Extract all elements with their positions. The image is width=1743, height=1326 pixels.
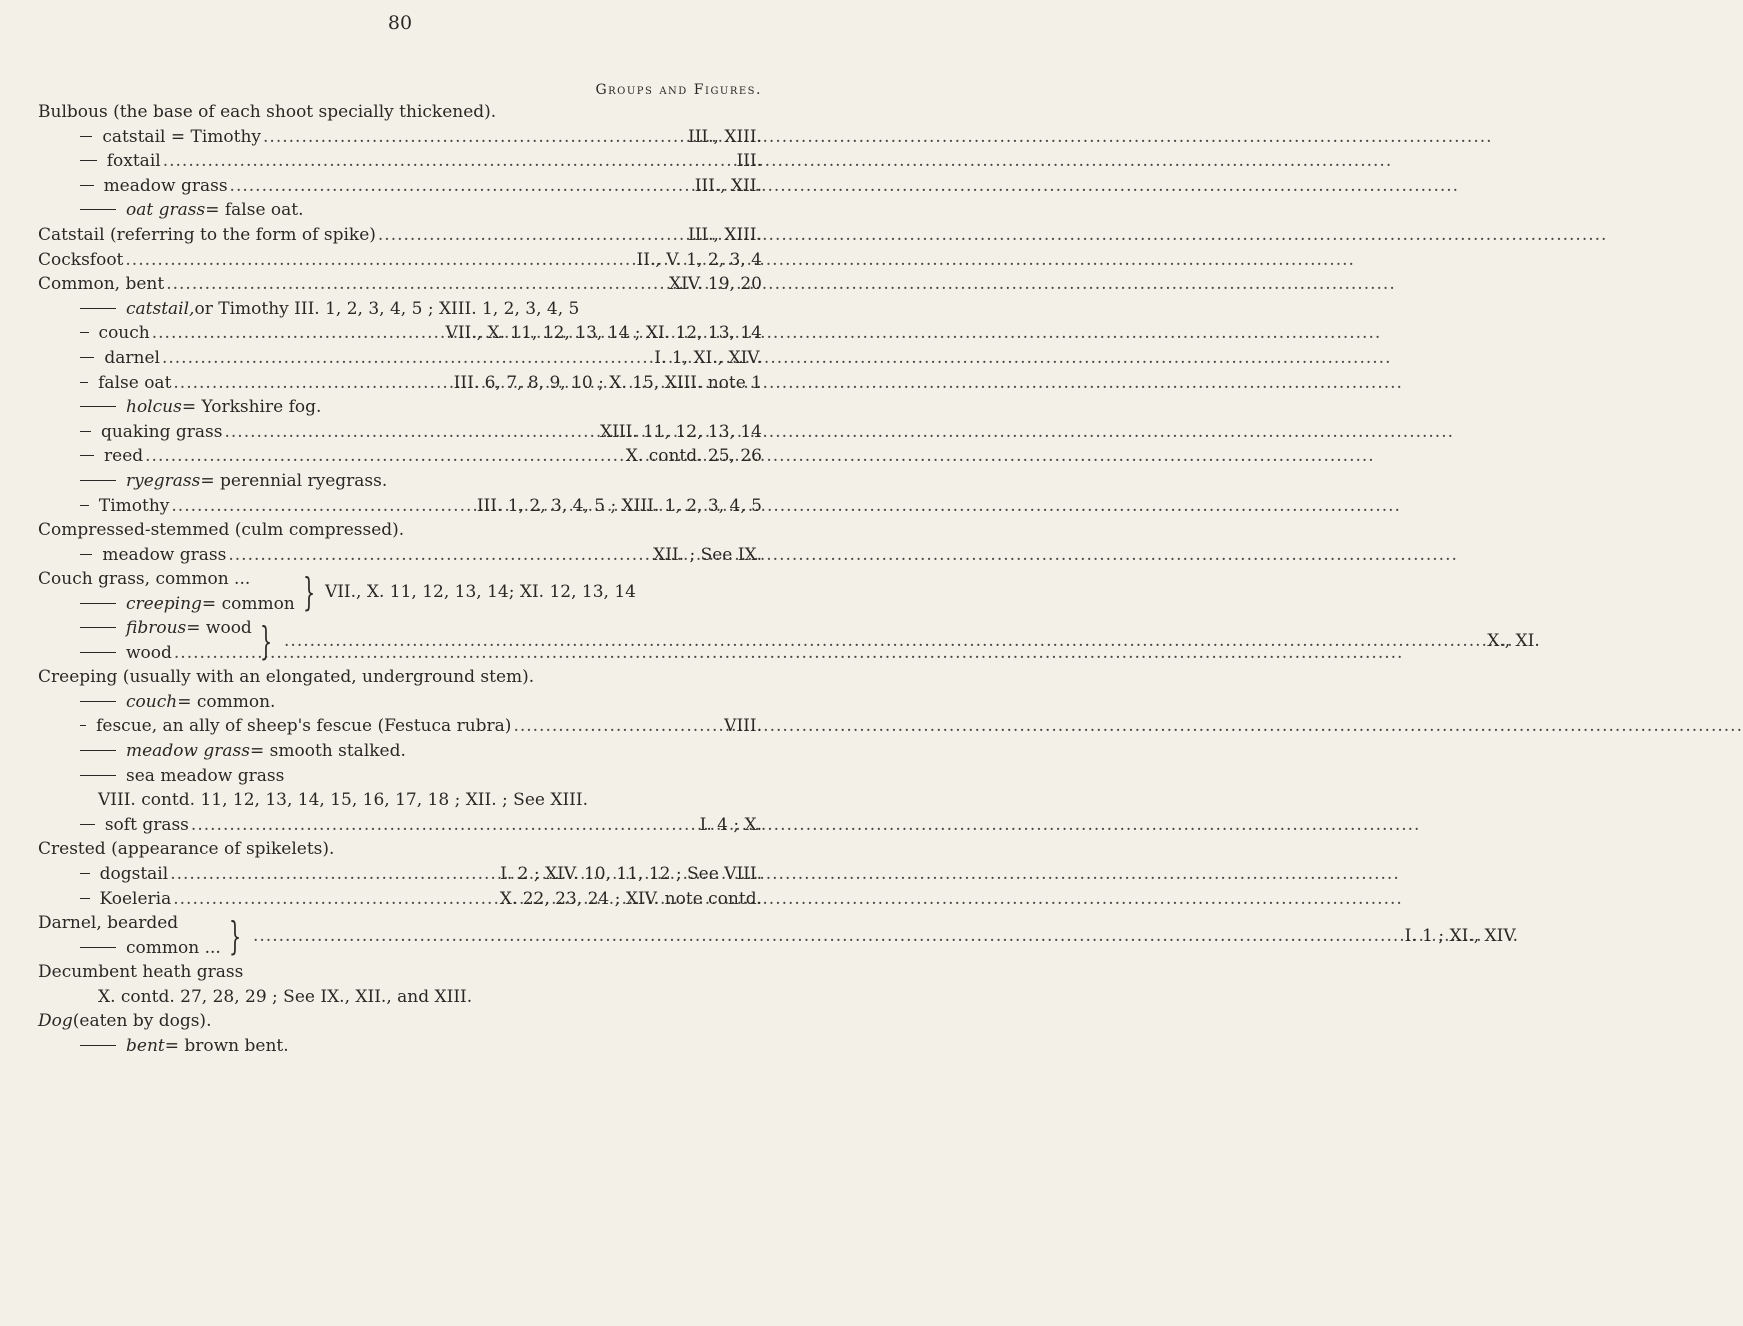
index-entry: holcus = Yorkshire fog. [38, 395, 762, 420]
dash-rule [80, 382, 88, 383]
dash-rule [80, 455, 94, 456]
leader-dots [171, 494, 474, 519]
leader-dots [152, 321, 444, 346]
bracketed-group-couch: Couch grass, common ... creeping = common } VII., X. 11, 12, 13, 14; XI. 12, 13, 14 [38, 567, 762, 616]
index-entry: fibrous = wood [38, 616, 252, 641]
index-entry: catstail, or Timothy III. 1, 2, 3, 4, 5 ; XIII. 1, 2, 3, 4, 5 [38, 297, 762, 322]
dash-rule [80, 627, 116, 628]
index-continuation: X. contd. 27, 28, 29 ; See IX., XII., and XIII. [98, 986, 473, 1007]
index-entry: Koeleria ..... X. 22, 23, 24 ; XIV. note contd. [38, 887, 762, 912]
brace-icon: } [259, 618, 272, 663]
dash-rule [80, 824, 95, 825]
dash-rule [80, 701, 116, 702]
dash-rule [80, 160, 97, 161]
index-entry: foxtail ..... III. [38, 149, 762, 174]
dash-rule [80, 750, 116, 751]
index-heading: Compressed-stemmed (culm compressed). [38, 520, 405, 541]
leader-dots [228, 543, 651, 568]
index-entry: wood ..... [38, 641, 252, 666]
index-heading-bulbous: Bulbous (the base of each shoot specially thickened). [38, 102, 497, 122]
index-entry: darnel ..... I. 1, XI., XIV. [38, 346, 762, 371]
index-heading: Catstail (referring to the form of spike) ..... III., XIII. [38, 223, 762, 248]
index-entries [38, 100, 1540, 1059]
dash-rule [80, 406, 116, 407]
dash-rule [80, 775, 116, 776]
index-entry: meadow grass = smooth stalked. [38, 739, 762, 764]
dash-rule [80, 332, 89, 333]
index-entry: false oat ..... III. 6, 7, 8, 9, 10 ; X. 15, XIII. note 1 [38, 371, 762, 396]
index-heading: Creeping (usually with an elongated, underground stem). [38, 667, 535, 688]
dash-rule [80, 480, 116, 481]
leader-dots [191, 813, 698, 838]
leader-dots [230, 174, 693, 199]
bracketed-group-wood: fibrous = wood wood ..... } ..... X., XI. [38, 616, 762, 665]
dash-rule [80, 652, 116, 653]
leader-dots [284, 631, 1485, 651]
index-entry: common ... [38, 936, 221, 961]
dash-rule [80, 554, 92, 555]
brace-icon: } [302, 569, 315, 614]
bracketed-group-darnel: Darnel, bearded common ... } ..... I. 1 ; XI., XIV. [38, 911, 762, 960]
dash-rule [80, 308, 116, 309]
index-entry: meadow grass ..... III., XII. [38, 174, 762, 199]
leader-dots [162, 346, 652, 371]
dash-rule [80, 357, 94, 358]
index-heading: Decumbent heath grass [38, 962, 244, 983]
dash-rule [80, 209, 116, 210]
index-entry: quaking grass ..... XIII. 11, 12, 13, 14 [38, 420, 762, 445]
dash-rule [80, 1045, 116, 1046]
index-entry: catstail = Timothy ..... III., XIII. [38, 125, 762, 150]
index-entry: oat grass = false oat. [38, 198, 762, 223]
leader-dots [173, 371, 451, 396]
leader-dots [125, 248, 634, 273]
index-entry: meadow grass ..... XII. ; See IX. [38, 543, 762, 568]
index-entry: creeping = common [38, 592, 295, 617]
dash-rule [80, 898, 90, 899]
brace-icon: } [228, 913, 241, 958]
leader-dots [253, 926, 1403, 946]
index-heading: Common, bent ..... XIV. 19, 20 [38, 272, 762, 297]
leader-dots [174, 641, 250, 666]
dash-rule [80, 947, 116, 948]
index-entry: sea meadow grass [38, 764, 762, 789]
index-heading: Darnel, bearded [38, 913, 179, 934]
index-entry: Timothy ..... III. 1, 2, 3, 4, 5 ; XIII. 1, 2, 3, 4, 5 [38, 494, 762, 519]
leader-dots [378, 223, 686, 248]
index-heading: Dog (eaten by dogs). [38, 1011, 212, 1032]
leader-dots [173, 887, 498, 912]
dash-rule [80, 185, 94, 186]
leader-dots [170, 862, 498, 887]
index-entry: dogstail ..... I. 2 ; XIV. 10, 11, 12 ; See VIII. [38, 862, 762, 887]
leader-dots [224, 420, 598, 445]
index-entry: couch ..... VII., X. 11, 12, 13, 14 ; XI. 12, 13, 14 [38, 321, 762, 346]
dash-rule [80, 873, 90, 874]
index-continuation: VIII. contd. 11, 12, 13, 14, 15, 16, 17, 18 ; XII. ; See XIII. [98, 790, 588, 811]
index-entry: ryegrass = perennial ryegrass. [38, 469, 762, 494]
leader-dots [163, 149, 735, 174]
index-heading: Couch grass, common ... [38, 569, 251, 590]
index-entry: soft grass ..... I. 4 ; X. [38, 813, 762, 838]
index-entry: fescue, an ally of sheep's fescue (Festuca rubra) ..... VIII. [38, 714, 762, 739]
dash-rule [80, 603, 116, 604]
leader-dots [145, 444, 624, 469]
leader-dots [263, 125, 686, 150]
dash-rule [80, 431, 91, 432]
page-number: 80 [387, 12, 413, 34]
dash-rule [80, 505, 89, 506]
column-header: Groups and Figures. [595, 82, 762, 98]
index-entry: bent = brown bent. [38, 1034, 762, 1059]
leader-dots [166, 272, 667, 297]
leader-dots [513, 714, 722, 739]
dash-rule [80, 136, 92, 137]
dash-rule [80, 725, 86, 726]
index-heading: Cocksfoot ..... II., V. 1, 2, 3, 4 [38, 248, 762, 273]
index-heading: Crested (appearance of spikelets). [38, 839, 335, 860]
index-entry: reed ..... X. contd. 25, 26 [38, 444, 762, 469]
index-entry: couch = common. [38, 690, 762, 715]
